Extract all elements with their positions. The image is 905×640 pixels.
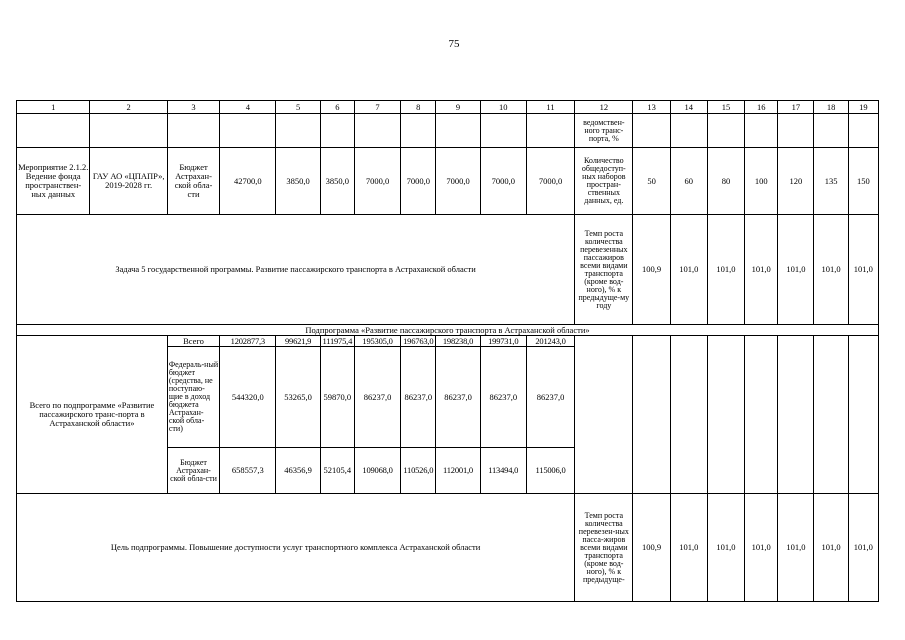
header-cell: 10 xyxy=(480,101,526,114)
header-cell: 5 xyxy=(276,101,320,114)
header-cell: 12 xyxy=(575,101,633,114)
target-cell: 100,9 xyxy=(633,494,670,602)
value-cell: 7000,0 xyxy=(526,148,574,215)
header-cell: 2 xyxy=(90,101,167,114)
value-cell: 86237,0 xyxy=(401,347,436,448)
page-number: 75 xyxy=(448,38,460,50)
executor-cell: ГАУ АО «ЦПАПР», 2019-2028 гг. xyxy=(90,148,167,215)
value-cell: 52105,4 xyxy=(320,448,354,494)
measure-title: Мероприятие 2.1.2. Ведение фонда пространствен-ных данных xyxy=(17,148,90,215)
source-cell: Федераль-ный бюджет (средства, не поступаю-щие в доход бюджета Астрахан-ской обла-сти) xyxy=(167,347,219,448)
subprogram-title: Подпрограмма «Развитие пассажирского транспорта в Астраханской области» xyxy=(17,325,879,336)
value-cell: 59870,0 xyxy=(320,347,354,448)
target-cell: 101,0 xyxy=(670,494,707,602)
target-cell: 101,0 xyxy=(707,215,744,325)
value-cell: 42700,0 xyxy=(220,148,276,215)
value-cell: 109068,0 xyxy=(354,448,400,494)
value-cell: 544320,0 xyxy=(220,347,276,448)
indicator-cell: Темп роста количества перевезенных пассажиров всеми видами транспорта (кроме вод-ного), % к предыдуще-му году xyxy=(575,215,633,325)
target-cell: 120 xyxy=(778,148,814,215)
value-cell: 199731,0 xyxy=(480,336,526,347)
header-cell: 1 xyxy=(17,101,90,114)
source-cell: Бюджет Астрахан-ской обла-сти xyxy=(167,448,219,494)
value-cell: 1202877,3 xyxy=(220,336,276,347)
value-cell: 113494,0 xyxy=(480,448,526,494)
header-cell: 15 xyxy=(707,101,744,114)
value-cell: 7000,0 xyxy=(436,148,480,215)
header-cell: 13 xyxy=(633,101,670,114)
header-cell: 7 xyxy=(354,101,400,114)
header-cell: 3 xyxy=(167,101,219,114)
target-cell: 101,0 xyxy=(814,215,848,325)
task-title: Задача 5 государственной программы. Развитие пассажирского транспорта в Астраханской области xyxy=(17,215,575,325)
value-cell: 198238,0 xyxy=(436,336,480,347)
target-cell: 101,0 xyxy=(707,494,744,602)
target-cell: 101,0 xyxy=(670,215,707,325)
value-cell: 86237,0 xyxy=(436,347,480,448)
header-cell: 11 xyxy=(526,101,574,114)
target-cell: 50 xyxy=(633,148,670,215)
task-row xyxy=(17,215,879,325)
value-cell: 86237,0 xyxy=(526,347,574,448)
source-cell: Всего xyxy=(167,336,219,347)
goal-title: Цель подпрограммы. Повышение доступности услуг транспортного комплекса Астраханской области xyxy=(17,494,575,602)
value-cell: 53265,0 xyxy=(276,347,320,448)
value-cell: 7000,0 xyxy=(480,148,526,215)
value-cell: 7000,0 xyxy=(401,148,436,215)
target-cell: 60 xyxy=(670,148,707,215)
program-table xyxy=(16,100,879,602)
header-cell: 14 xyxy=(670,101,707,114)
value-cell: 46356,9 xyxy=(276,448,320,494)
header-cell: 6 xyxy=(320,101,354,114)
target-cell: 135 xyxy=(814,148,848,215)
indicator-cell: ведомствен-ного транс-порта, % xyxy=(575,114,633,148)
target-cell: 100 xyxy=(745,148,778,215)
header-cell: 8 xyxy=(401,101,436,114)
value-cell: 201243,0 xyxy=(526,336,574,347)
header-cell: 4 xyxy=(220,101,276,114)
header-cell: 16 xyxy=(745,101,778,114)
target-cell: 101,0 xyxy=(848,215,878,325)
value-cell: 195305,0 xyxy=(354,336,400,347)
value-cell: 99621,9 xyxy=(276,336,320,347)
total-row-all xyxy=(17,336,879,347)
target-cell: 101,0 xyxy=(814,494,848,602)
target-cell: 100,9 xyxy=(633,215,670,325)
target-cell: 80 xyxy=(707,148,744,215)
continuation-row xyxy=(17,114,879,148)
target-cell: 101,0 xyxy=(848,494,878,602)
value-cell: 111975,4 xyxy=(320,336,354,347)
total-title: Всего по подпрограмме «Развитие пассажирского транс-порта в Астраханской области» xyxy=(17,336,168,494)
target-cell: 150 xyxy=(848,148,878,215)
measure-row xyxy=(17,148,879,215)
value-cell: 196763,0 xyxy=(401,336,436,347)
value-cell: 86237,0 xyxy=(480,347,526,448)
value-cell: 658557,3 xyxy=(220,448,276,494)
value-cell: 7000,0 xyxy=(354,148,400,215)
subprogram-row xyxy=(17,325,879,336)
value-cell: 86237,0 xyxy=(354,347,400,448)
target-cell: 101,0 xyxy=(778,215,814,325)
source-cell: Бюджет Астрахан-ской обла-сти xyxy=(167,148,219,215)
indicator-cell: Темп роста количества перевезен-ных пасса-жиров всеми видами транспорта (кроме вод-ного), % к предыдуще- xyxy=(575,494,633,602)
target-cell: 101,0 xyxy=(745,494,778,602)
value-cell: 110526,0 xyxy=(401,448,436,494)
header-row xyxy=(17,101,879,114)
target-cell: 101,0 xyxy=(745,215,778,325)
value-cell: 112001,0 xyxy=(436,448,480,494)
header-cell: 17 xyxy=(778,101,814,114)
header-cell: 18 xyxy=(814,101,848,114)
value-cell: 3850,0 xyxy=(320,148,354,215)
header-cell: 9 xyxy=(436,101,480,114)
value-cell: 115006,0 xyxy=(526,448,574,494)
indicator-cell: Количество общедоступ-ных наборов простран-ственных данных, ед. xyxy=(575,148,633,215)
goal-row xyxy=(17,494,879,602)
header-cell: 19 xyxy=(848,101,878,114)
value-cell: 3850,0 xyxy=(276,148,320,215)
target-cell: 101,0 xyxy=(778,494,814,602)
